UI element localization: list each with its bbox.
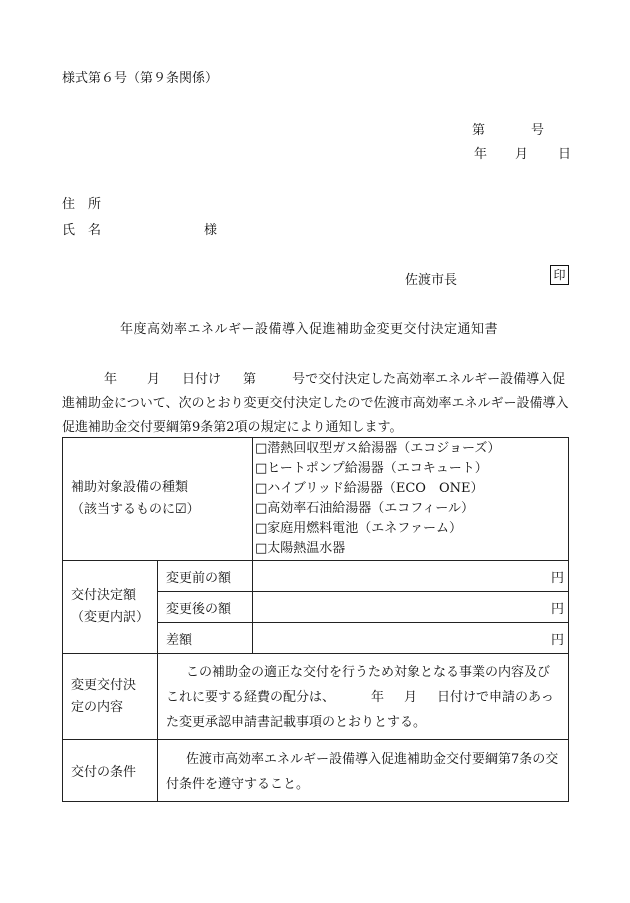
grant-label-cell	[63, 561, 158, 654]
body-number-prefix: 第	[243, 372, 257, 387]
date-month: 月	[515, 147, 529, 162]
notice-body	[62, 368, 572, 440]
equipment-item[interactable]: □家庭用燃料電池（エネファーム）	[255, 521, 463, 536]
equipment-item[interactable]: □潜熱回収型ガス給湯器（エコジョーズ）	[255, 441, 501, 456]
number-prefix: 第	[472, 123, 486, 138]
body-day: 日付け	[182, 372, 222, 387]
after-label: 変更後の額	[158, 592, 253, 623]
issue-date-line	[474, 143, 571, 162]
body-year: 年	[104, 372, 118, 387]
equipment-note: （該当するものに☑）	[71, 502, 200, 517]
issuer-title: 佐渡市長	[405, 273, 458, 288]
number-suffix: 号	[531, 123, 545, 138]
body-month: 月	[147, 372, 161, 387]
body-rest-2: 進補助金について、次のとおり変更交付決定したので佐渡市高効率エネルギー設備導入促進補助金交付要綱第9条第2項の規定により通知します。	[62, 396, 569, 435]
before-label: 変更前の額	[158, 561, 253, 592]
name-label: 氏 名	[62, 223, 102, 238]
equipment-label-cell	[63, 438, 253, 561]
document-number-line	[472, 119, 544, 138]
change-label-1: 変更交付決	[71, 677, 137, 693]
grant-note: （変更内訳）	[71, 610, 150, 625]
document-title: 年度高効率エネルギー設備導入促進補助金変更交付決定通知書	[120, 322, 499, 337]
date-day: 日	[558, 147, 572, 162]
equipment-item[interactable]: □高効率石油給湯器（エコフィール）	[255, 501, 474, 516]
body-rest-1: 号で交付決定した高効率エネルギー設備導入促	[292, 372, 566, 387]
change-text-b: 日付けで申請のあった変更承認申請書記載事項のとおりとする。	[166, 690, 554, 730]
after-amount[interactable]: 円	[253, 592, 569, 623]
condition-cell	[158, 740, 569, 802]
change-year: 年	[371, 690, 385, 705]
notice-table	[62, 437, 569, 802]
change-content-cell	[158, 654, 569, 740]
before-amount[interactable]: 円	[253, 561, 569, 592]
equipment-list-cell	[253, 438, 569, 561]
equipment-label: 補助対象設備の種類	[71, 480, 189, 495]
condition-text: 佐渡市高効率エネルギー設備導入促進補助金交付要綱第7条の交付条件を遵守すること。	[166, 751, 559, 792]
condition-label: 交付の条件	[63, 740, 158, 802]
change-month: 月	[404, 690, 418, 705]
equipment-item[interactable]: □ハイブリッド給湯器（ECO ONE）	[255, 481, 484, 496]
change-label-cell	[63, 654, 158, 740]
seal-box: 印	[550, 265, 569, 285]
address-label: 住 所	[62, 197, 102, 212]
change-label-2: 定の内容	[71, 699, 124, 715]
equipment-item[interactable]: □太陽熱温水器	[255, 541, 346, 556]
change-text-a: この補助金の適正な交付を行うため対象となる事業の内容及びこれに要する経費の配分は、	[166, 665, 551, 705]
honorific: 様	[204, 223, 218, 238]
diff-amount[interactable]: 円	[253, 623, 569, 654]
diff-label: 差額	[158, 623, 253, 654]
date-year: 年	[474, 147, 488, 162]
equipment-item[interactable]: □ヒートポンプ給湯器（エコキュート）	[255, 461, 488, 476]
form-number: 様式第６号（第９条関係）	[62, 71, 219, 86]
grant-label: 交付決定額	[71, 588, 137, 603]
